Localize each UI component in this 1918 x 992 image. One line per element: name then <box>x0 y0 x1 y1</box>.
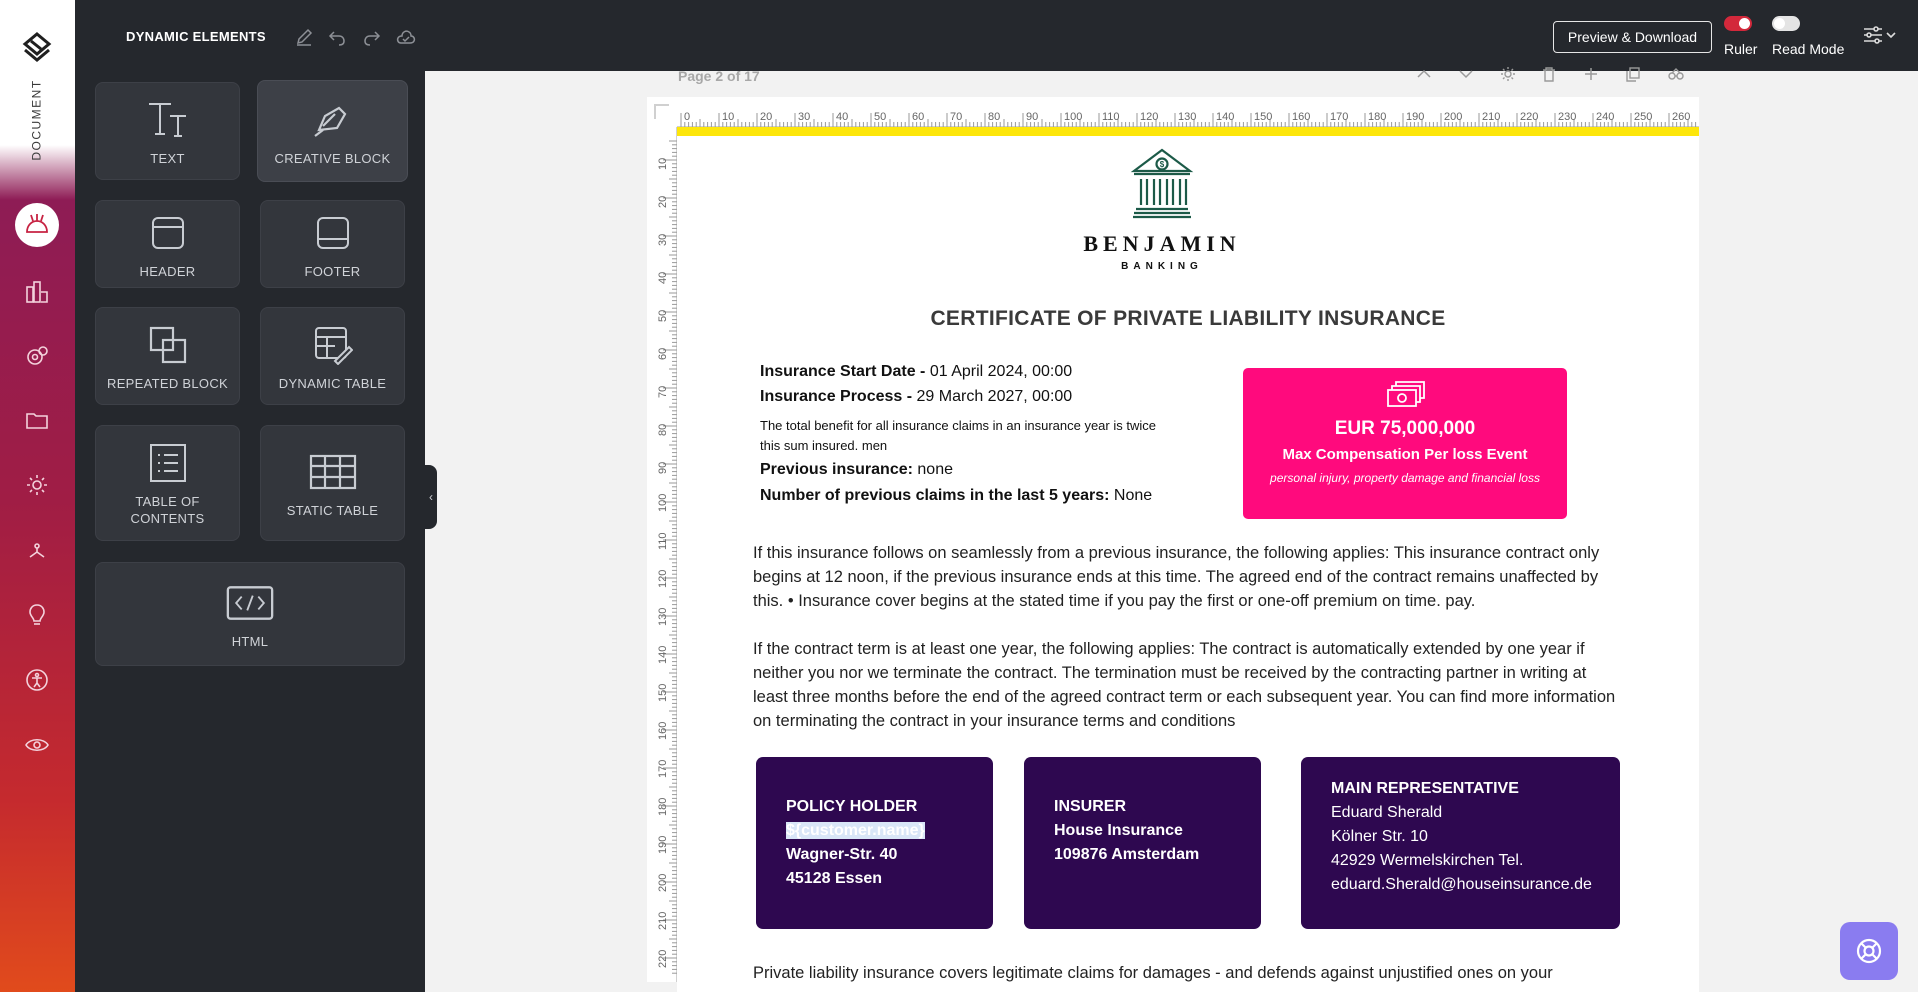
page-indicator: Page 2 of 17 <box>678 68 760 84</box>
top-bar <box>75 0 1918 71</box>
brush-icon <box>309 96 357 144</box>
document-mode-label: DOCUMENT <box>30 79 45 161</box>
ruler-v-label: 200 <box>657 873 669 892</box>
lightbulb-icon[interactable] <box>22 600 52 630</box>
element-text[interactable] <box>95 82 240 180</box>
representative-street: Kölner Str. 10 <box>1331 828 1428 845</box>
ruler-v-label: 10 <box>657 157 669 170</box>
representative-city: 42929 Wermelskirchen Tel. <box>1331 852 1524 869</box>
ruler-v-label: 40 <box>657 271 669 284</box>
add-page-icon[interactable] <box>1581 64 1601 84</box>
ruler-v-label: 160 <box>657 721 669 740</box>
collapse-panel-handle[interactable] <box>425 465 437 529</box>
sliders-menu-icon[interactable] <box>1861 24 1897 46</box>
policy-holder-name[interactable]: ${customer.name} <box>786 822 925 839</box>
ruler-h-label: 140 <box>1216 111 1235 123</box>
chevron-left-icon: ‹ <box>429 490 433 504</box>
ruler-v-label: 130 <box>657 607 669 626</box>
panel-title: DYNAMIC ELEMENTS <box>126 29 266 44</box>
insurer-name: House Insurance <box>1054 822 1183 839</box>
policy-holder-title: POLICY HOLDER <box>786 798 918 815</box>
element-repeated-block-label: REPEATED BLOCK <box>107 375 228 391</box>
elements-panel <box>75 0 425 992</box>
help-button[interactable] <box>1840 922 1898 980</box>
duplicate-page-icon[interactable] <box>1623 64 1643 84</box>
ruler-h-label: 160 <box>1292 111 1311 123</box>
ruler-h-label: 170 <box>1330 111 1349 123</box>
ruler-v-label: 150 <box>657 683 669 702</box>
code-icon <box>226 579 274 627</box>
element-dynamic-table[interactable] <box>260 307 405 405</box>
bank-logo-icon <box>1130 147 1194 219</box>
gear-icon[interactable] <box>22 470 52 500</box>
element-text-label: TEXT <box>150 150 185 166</box>
network-icon[interactable] <box>22 535 52 565</box>
pencil-icon[interactable] <box>293 26 315 48</box>
chevron-up-icon[interactable] <box>1414 64 1434 84</box>
ruler-v-label: 180 <box>657 797 669 816</box>
certificate-title: CERTIFICATE OF PRIVATE LIABILITY INSURANCE <box>930 307 1446 330</box>
element-repeated-block[interactable] <box>95 307 240 405</box>
element-table-of-contents-label: TABLE OF CONTENTS <box>130 494 205 526</box>
ruler-h-label: 240 <box>1596 111 1615 123</box>
insurer-box[interactable] <box>1024 757 1261 929</box>
element-creative-block[interactable] <box>257 80 408 182</box>
element-footer-label: FOOTER <box>304 263 361 279</box>
ruler-h-label: 110 <box>1102 111 1120 123</box>
ruler-h-label: 220 <box>1520 111 1539 123</box>
element-table-of-contents[interactable] <box>95 425 240 541</box>
eye-icon[interactable] <box>22 730 52 760</box>
ruler-v-label: 60 <box>657 347 669 360</box>
ruler-h-label: 70 <box>950 111 963 123</box>
brand-subtitle: BANKING <box>1121 261 1203 272</box>
ruler-corner <box>647 97 677 127</box>
policy-holder-street: Wagner-Str. 40 <box>786 846 898 863</box>
cloud-save-icon[interactable] <box>395 26 417 48</box>
ruler-v-label: 210 <box>657 911 669 930</box>
previous-claims-line: Number of previous claims in the last 5 years: None <box>760 487 1153 504</box>
insurer-title: INSURER <box>1054 798 1127 815</box>
svg-text:$: $ <box>1159 160 1165 169</box>
ruler-h-label: 180 <box>1368 111 1387 123</box>
ruler-v-label: 120 <box>657 569 669 588</box>
paragraph-liability: Private liability insurance covers legitimate claims for damages - and defends against unjustified ones on your <box>753 964 1553 982</box>
rail-item-design[interactable] <box>15 203 59 247</box>
grid-icon <box>309 448 357 496</box>
brand-name: BENJAMIN <box>1083 231 1241 256</box>
ruler-h-label: 100 <box>1064 111 1083 123</box>
chevron-down-icon[interactable] <box>1456 64 1476 84</box>
vertical-ruler <box>647 127 677 982</box>
page-layout-icon[interactable] <box>1666 64 1686 84</box>
ruler-h-label: 150 <box>1254 111 1273 123</box>
dynamic-table-icon <box>309 321 357 369</box>
ruler-h-label: 90 <box>1026 111 1039 123</box>
element-html[interactable] <box>95 562 405 666</box>
read-mode-toggle[interactable] <box>1772 16 1800 31</box>
element-html-label: HTML <box>231 633 269 649</box>
ruler-h-label: 30 <box>798 111 811 123</box>
ruler-v-label: 220 <box>657 949 669 968</box>
element-static-table[interactable] <box>260 425 405 541</box>
start-date-line: Insurance Start Date - 01 April 2024, 00:00 <box>760 363 1073 380</box>
chart-icon[interactable] <box>22 277 52 307</box>
ruler-h-label: 60 <box>912 111 925 123</box>
compensation-caption: Max Compensation Per loss Event <box>1282 446 1528 463</box>
main-representative-box[interactable] <box>1301 757 1620 929</box>
insurer-city: 109876 Amsterdam <box>1054 846 1200 863</box>
ruler-h-label: 260 <box>1672 111 1691 123</box>
compensation-box <box>1243 368 1567 519</box>
ruler-toggle-label: Ruler <box>1724 41 1758 57</box>
ruler-h-label: 200 <box>1444 111 1463 123</box>
ruler-h-label: 130 <box>1178 111 1197 123</box>
paragraph-seamless: If this insurance follows on seamlessly from a previous insurance, the following applies: This insurance contract only begins at 12 noon, if the previous insurance ends at this time. The agreed end of the contract remains unaffected by this. • Insurance cover begins at the stated time if you pay the first or one-off premium on time. pay. <box>753 544 1600 610</box>
representative-name: Eduard Sherald <box>1331 804 1443 821</box>
delete-page-icon[interactable] <box>1539 64 1559 84</box>
document-page[interactable] <box>677 127 1699 992</box>
ruler-toggle[interactable] <box>1724 16 1752 31</box>
banknotes-icon <box>1386 380 1426 408</box>
ruler-h-label: 40 <box>836 111 849 123</box>
ruler-v-label: 90 <box>657 461 669 474</box>
element-header[interactable] <box>95 200 240 288</box>
benefit-note: The total benefit for all insurance claims in an insurance year is twice this sum insured. men <box>760 418 1156 453</box>
palette-icon <box>24 212 50 238</box>
ruler-v-label: 190 <box>657 835 669 854</box>
page-settings-icon[interactable] <box>1498 64 1518 84</box>
ruler-h-label: 0 <box>684 111 691 123</box>
policy-holder-box[interactable] <box>756 757 993 929</box>
lifebuoy-icon <box>1854 936 1884 966</box>
paragraph-term: If the contract term is at least one year, the following applies: The contract is automatically extended by one year if neither you nor we terminate the contract. The termination must be received by the contracting partner in writing at least three months before the end of the agreed contract term or each subsequent year. You can find more information on terminating the contract in your insurance terms and conditions <box>753 640 1616 730</box>
horizontal-ruler <box>677 97 1699 127</box>
process-line: Insurance Process - 29 March 2027, 00:00 <box>760 388 1073 405</box>
preview-download-button[interactable]: Preview & Download <box>1553 21 1712 53</box>
read-mode-toggle-label: Read Mode <box>1772 41 1845 57</box>
element-static-table-label: STATIC TABLE <box>286 502 379 518</box>
compensation-amount: EUR 75,000,000 <box>1334 418 1476 439</box>
element-footer[interactable] <box>260 200 405 288</box>
ruler-v-label: 30 <box>657 233 669 246</box>
ruler-h-label: 190 <box>1406 111 1425 123</box>
policy-holder-city: 45128 Essen <box>786 870 883 887</box>
element-creative-block-label: CREATIVE BLOCK <box>274 150 391 166</box>
ruler-v-label: 170 <box>657 759 669 778</box>
ruler-v-label: 70 <box>657 385 669 398</box>
settings-gears-icon[interactable] <box>22 341 52 371</box>
ruler-v-label: 20 <box>657 195 669 208</box>
undo-icon[interactable] <box>326 26 348 48</box>
ruler-h-label: 250 <box>1634 111 1653 123</box>
ruler-h-label: 10 <box>722 111 735 123</box>
redo-icon[interactable] <box>361 26 383 48</box>
toc-icon <box>144 439 192 487</box>
footer-icon <box>309 209 357 257</box>
ruler-h-label: 230 <box>1558 111 1577 123</box>
previous-insurance-line: Previous insurance: none <box>760 461 953 478</box>
compensation-scope: personal injury, property damage and financial loss <box>1270 471 1540 485</box>
ruler-v-label: 80 <box>657 423 669 436</box>
app-logo[interactable] <box>20 30 54 64</box>
ruler-h-label: 120 <box>1140 111 1159 123</box>
header-icon <box>144 209 192 257</box>
element-header-label: HEADER <box>139 263 196 279</box>
ruler-v-label: 110 <box>657 532 669 550</box>
text-icon <box>144 96 192 144</box>
left-rail <box>0 0 75 992</box>
ruler-h-label: 50 <box>874 111 887 123</box>
ruler-h-label: 80 <box>988 111 1001 123</box>
folder-icon[interactable] <box>22 405 52 435</box>
element-dynamic-table-label: DYNAMIC TABLE <box>278 375 387 391</box>
ruler-h-label: 20 <box>760 111 773 123</box>
header-yellow-bar <box>677 127 1699 136</box>
ruler-v-label: 50 <box>657 309 669 322</box>
ruler-h-label: 210 <box>1482 111 1501 123</box>
accessibility-icon[interactable] <box>22 665 52 695</box>
ruler-v-label: 100 <box>657 493 669 512</box>
representative-email: eduard.Sherald@houseinsurance.de <box>1331 876 1592 893</box>
ruler-v-label: 140 <box>657 645 669 664</box>
repeat-icon <box>144 321 192 369</box>
representative-title: MAIN REPRESENTATIVE <box>1331 780 1519 797</box>
